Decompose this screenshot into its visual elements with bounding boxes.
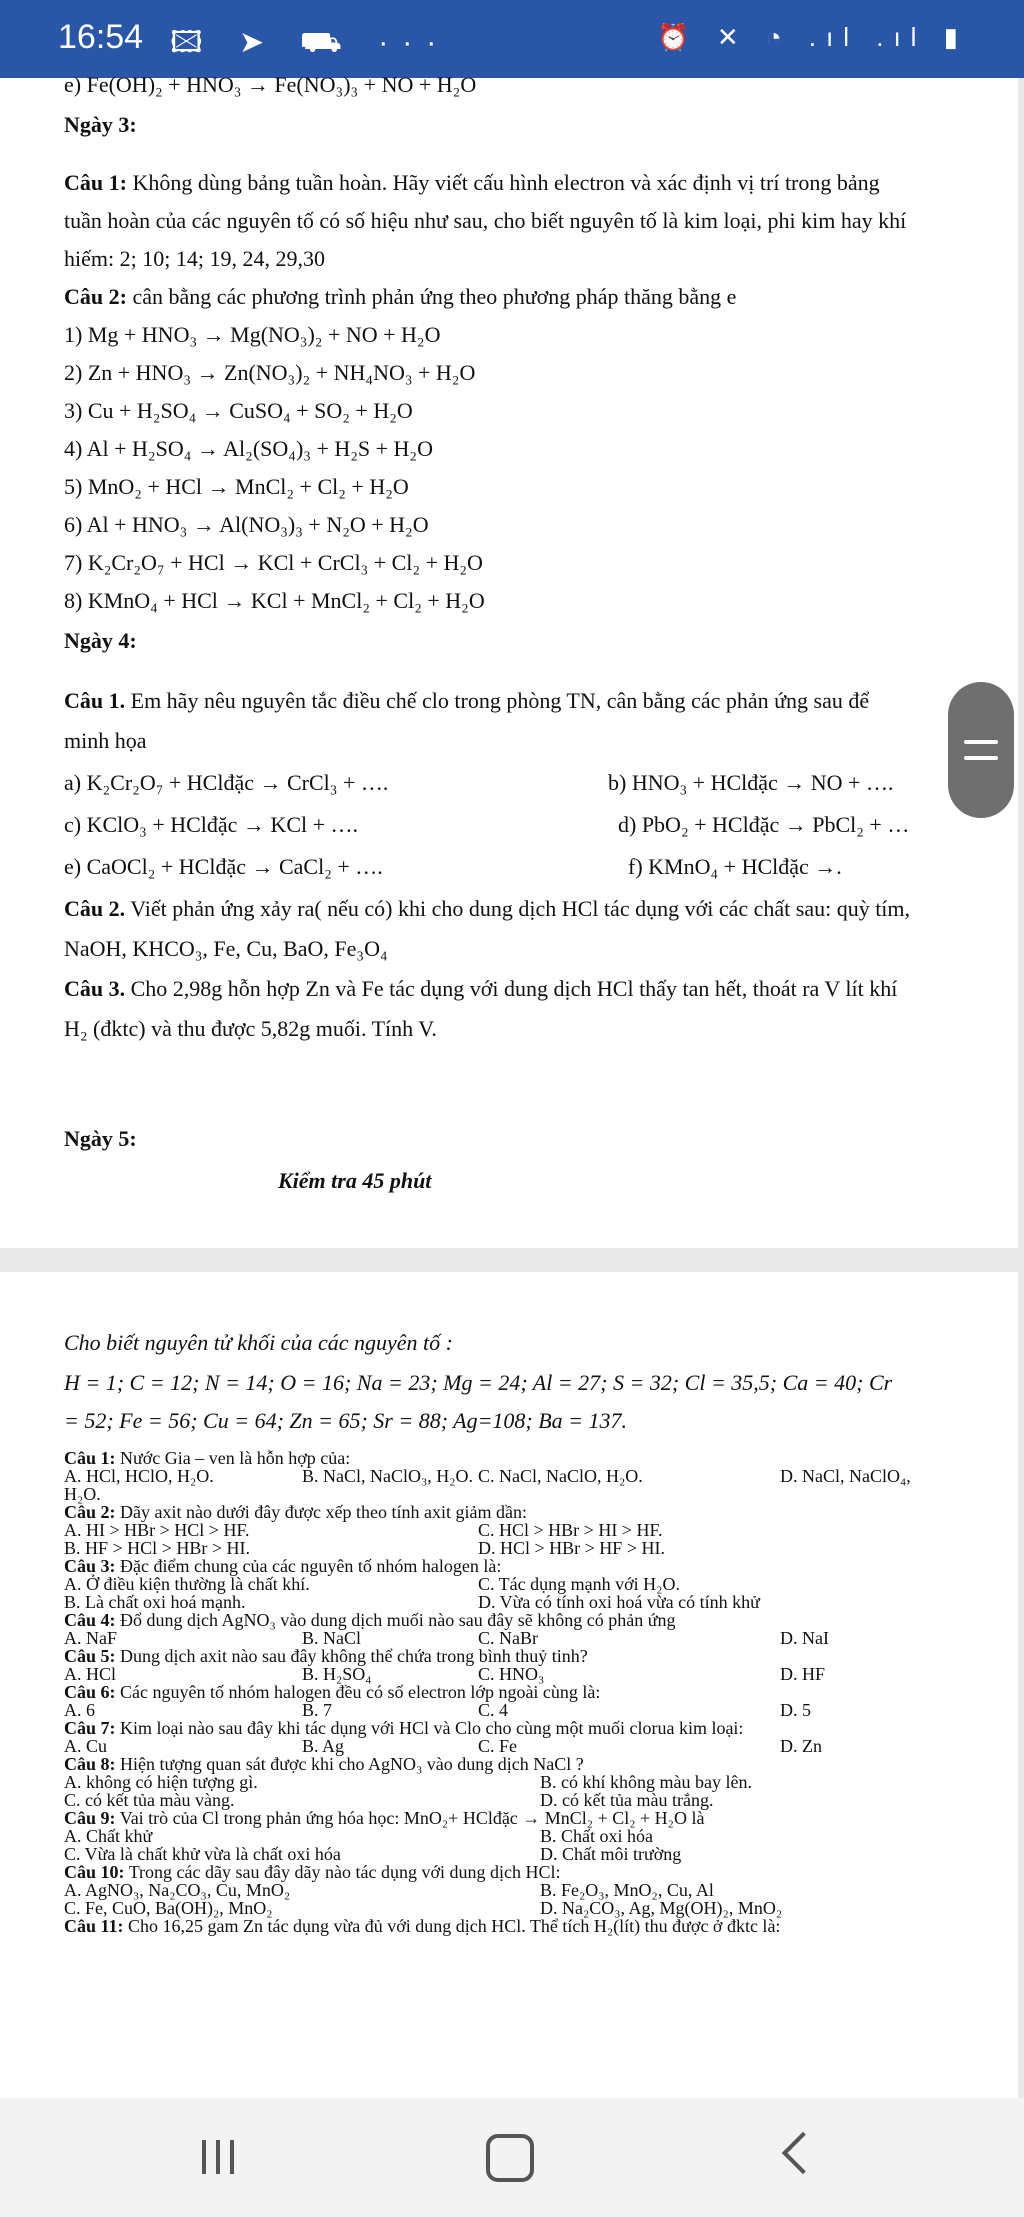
answer-option: C. HNO₃	[478, 1664, 545, 1684]
status-time: 16:54	[58, 18, 144, 56]
answer-option: A. HI > HBr > HCl > HF.	[64, 1520, 250, 1540]
answer-option: D. Chất môi trường	[540, 1844, 682, 1864]
document-page-1	[0, 72, 1018, 1248]
atomic-mass-line: = 52; Fe = 56; Cu = 64; Zn = 65; Sr = 88; Ag=108; Ba = 137.	[64, 1408, 628, 1433]
answer-option: C. HCl > HBr > HI > HF.	[478, 1520, 663, 1540]
answer-option: B. HF > HCl > HBr > HI.	[64, 1538, 250, 1558]
equation: 4) Al + H₂SO₄ → Al₂(SO₄)₃ + H₂S + H₂O	[64, 436, 433, 461]
answer-option: B. Chất oxi hóa	[540, 1826, 653, 1846]
atomic-mass-line: H = 1; C = 12; N = 14; O = 16; Na = 23; Mg = 24; Al = 27; S = 32; Cl = 35,5; Ca = 40; Cr	[64, 1370, 893, 1395]
answer-option: C. có kết tủa màu vàng.	[64, 1790, 235, 1810]
answer-option: A. Ở điều kiện thường là chất khí.	[64, 1574, 310, 1594]
answer-option: B. H₂SO₄	[302, 1664, 372, 1684]
answer-option-continued: H₂O.	[64, 1484, 101, 1504]
notification-icons: 🖾 ➤ ⛟ ···	[170, 26, 451, 59]
system-status-icons: ⏰ ✕ ◔ .ıl .ıl ▮	[657, 22, 968, 52]
quiz-question: Câu 6: Các nguyên tố nhóm halogen đều có số electron lớp ngoài cùng là:	[64, 1682, 601, 1702]
day3-heading: Ngày 3:	[64, 112, 137, 137]
answer-option: C. Tác dụng mạnh với H₂O.	[478, 1574, 680, 1594]
quiz-question: Câu 4: Đổ dung dịch AgNO₃ vào dung dịch muối nào sau đây sẽ không có phản ứng	[64, 1610, 676, 1630]
quiz-question: Câu 10: Trong các dãy sau đây dãy nào tác dụng với dung dịch HCl:	[64, 1862, 561, 1882]
text-line: hiếm: 2; 10; 14; 19, 24, 29,30	[64, 246, 325, 271]
quiz-question: Câu 7: Kim loại nào sau đây khi tác dụng với HCl và Clo cho cùng một muối clorua kim loại:	[64, 1718, 744, 1738]
answer-option: C. 4	[478, 1700, 509, 1720]
answer-option: A. AgNO₃, Na₂CO₃, Cu, MnO₂	[64, 1880, 291, 1900]
day4-heading: Ngày 4:	[64, 628, 137, 653]
answer-option: C. NaCl, NaClO, H₂O.	[478, 1466, 643, 1486]
reaction-d: d) PbO₂ + HClđặc → PbCl₂ + …	[618, 812, 910, 837]
answer-option: D. NaI	[780, 1628, 829, 1648]
day3-question-2: Câu 2: cân bằng các phương trình phản ứng theo phương pháp thăng bằng e	[64, 284, 737, 309]
answer-option: A. HCl	[64, 1664, 117, 1684]
back-icon[interactable]	[762, 2128, 842, 2188]
document-page-2	[0, 1272, 1018, 2098]
status-bar	[0, 0, 1024, 78]
day5-heading: Ngày 5:	[64, 1126, 137, 1151]
answer-option: B. 7	[302, 1700, 333, 1720]
reaction-f: f) KMnO₄ + HClđặc →.	[628, 854, 842, 879]
answer-option: B. Ag	[302, 1736, 345, 1756]
answer-option: B. NaCl, NaClO₃, H₂O.	[302, 1466, 474, 1486]
equation: 7) K₂Cr₂O₇ + HCl → KCl + CrCl₃ + Cl₂ + H₂O	[64, 550, 483, 575]
day3-question-1: Câu 1: Không dùng bảng tuần hoàn. Hãy viết cấu hình electron và xác định vị trí trong bảng	[64, 170, 880, 195]
answer-option: D. 5	[780, 1700, 811, 1720]
answer-option: C. Fe, CuO, Ba(OH)₂, MnO₂	[64, 1898, 273, 1918]
answer-option: D. NaCl, NaClO₄,	[780, 1466, 911, 1486]
day4-question-3: Câu 3. Cho 2,98g hỗn hợp Zn và Fe tác dụng với dung dịch HCl thấy tan hết, thoát ra V lít khí	[64, 976, 898, 1001]
equation: 5) MnO₂ + HCl → MnCl₂ + Cl₂ + H₂O	[64, 474, 409, 499]
text-line: NaOH, KHCO₃, Fe, Cu, BaO, Fe₃O₄	[64, 936, 388, 961]
answer-option: D. HF	[780, 1664, 826, 1684]
answer-option: A. Chất khử	[64, 1826, 153, 1846]
answer-option: D. Vừa có tính oxi hoá vừa có tính khử	[478, 1592, 760, 1612]
home-icon[interactable]	[472, 2128, 552, 2188]
quiz-question: Câu 5: Dung dịch axit nào sau đây không thể chứa trong bình thuỷ tinh?	[64, 1646, 588, 1666]
equation: 3) Cu + H₂SO₄ → CuSO₄ + SO₂ + H₂O	[64, 398, 413, 423]
answer-option: D. có kết tủa màu trắng.	[540, 1790, 714, 1810]
equation: 6) Al + HNO₃ → Al(NO₃)₃ + N₂O + H₂O	[64, 512, 429, 537]
recent-apps-icon[interactable]	[178, 2128, 258, 2188]
atomic-mass-intro: Cho biết nguyên tử khối của các nguyên tố :	[64, 1330, 453, 1355]
equation: 2) Zn + HNO₃ → Zn(NO₃)₂ + NH₄NO₃ + H₂O	[64, 360, 476, 385]
answer-option: B. NaCl	[302, 1628, 362, 1648]
answer-option: A. HCl, HClO, H₂O.	[64, 1466, 214, 1486]
navigation-bar	[0, 2098, 1024, 2217]
quiz-question: Câu 1: Nước Gia – ven là hỗn hợp của:	[64, 1448, 351, 1468]
exam-title: Kiểm tra 45 phút	[278, 1168, 432, 1193]
answer-option: B. có khí không màu bay lên.	[540, 1772, 752, 1792]
answer-option: C. Vừa là chất khử vừa là chất oxi hóa	[64, 1844, 341, 1864]
grip-line	[964, 756, 998, 760]
answer-option: A. Cu	[64, 1736, 108, 1756]
text-line: e) Fe(OH)₂ + HNO₃ → Fe(NO₃)₃ + NO + H₂O	[64, 72, 477, 97]
fast-scroll-handle[interactable]	[948, 682, 1014, 818]
equation: 1) Mg + HNO₃ → Mg(NO₃)₂ + NO + H₂O	[64, 322, 441, 347]
grip-line	[964, 740, 998, 744]
day4-question-1: Câu 1. Em hãy nêu nguyên tắc điều chế clo trong phòng TN, cân bằng các phản ứng sau để	[64, 688, 870, 713]
answer-option: A. không có hiện tượng gì.	[64, 1772, 258, 1792]
equation: 8) KMnO₄ + HCl → KCl + MnCl₂ + Cl₂ + H₂O	[64, 588, 485, 613]
quiz-question: Câu 9: Vai trò của Cl trong phản ứng hóa học: MnO₂+ HClđặc → MnCl₂ + Cl₂ + H₂O là	[64, 1808, 705, 1828]
answer-option: C. NaBr	[478, 1628, 538, 1648]
quiz-question: Câu 11: Cho 16,25 gam Zn tác dụng vừa đủ với dung dịch HCl. Thể tích H₂(lít) thu được ở đktc là:	[64, 1916, 781, 1936]
reaction-a: a) K₂Cr₂O₇ + HClđặc → CrCl₃ + ….	[64, 770, 389, 795]
text-line: tuần hoàn của các nguyên tố có số hiệu như sau, cho biết nguyên tố là kim loại, phi kim hay khí	[64, 208, 907, 233]
answer-option: B. Fe₂O₃, MnO₂, Cu, Al	[540, 1880, 714, 1900]
quiz-question: Câu 8: Hiện tượng quan sát được khi cho AgNO₃ vào dung dịch NaCl ?	[64, 1754, 584, 1774]
reaction-e: e) CaOCl₂ + HClđặc → CaCl₂ + ….	[64, 854, 383, 879]
reaction-b: b) HNO₃ + HClđặc → NO + ….	[608, 770, 894, 795]
text-line: H₂ (đktc) và thu được 5,82g muối. Tính V.	[64, 1016, 437, 1041]
answer-option: D. Zn	[780, 1736, 822, 1756]
text-line: minh họa	[64, 728, 147, 753]
day4-question-2: Câu 2. Viết phản ứng xảy ra( nếu có) khi cho dung dịch HCl tác dụng với các chất sau: quỳ tím,	[64, 896, 911, 921]
quiz-question: Câu 3: Đặc điểm chung của các nguyên tố nhóm halogen là:	[64, 1556, 502, 1576]
answer-option: A. 6	[64, 1700, 95, 1720]
answer-option: C. Fe	[478, 1736, 518, 1756]
answer-option: A. NaF	[64, 1628, 117, 1648]
reaction-c: c) KClO₃ + HClđặc → KCl + ….	[64, 812, 359, 837]
answer-option: B. Là chất oxi hoá mạnh.	[64, 1592, 246, 1612]
answer-option: D. HCl > HBr > HF > HI.	[478, 1538, 665, 1558]
quiz-question: Câu 2: Dãy axit nào dưới đây được xếp theo tính axit giảm dần:	[64, 1502, 527, 1522]
answer-option: D. Na₂CO₃, Ag, Mg(OH)₂, MnO₂	[540, 1898, 783, 1918]
